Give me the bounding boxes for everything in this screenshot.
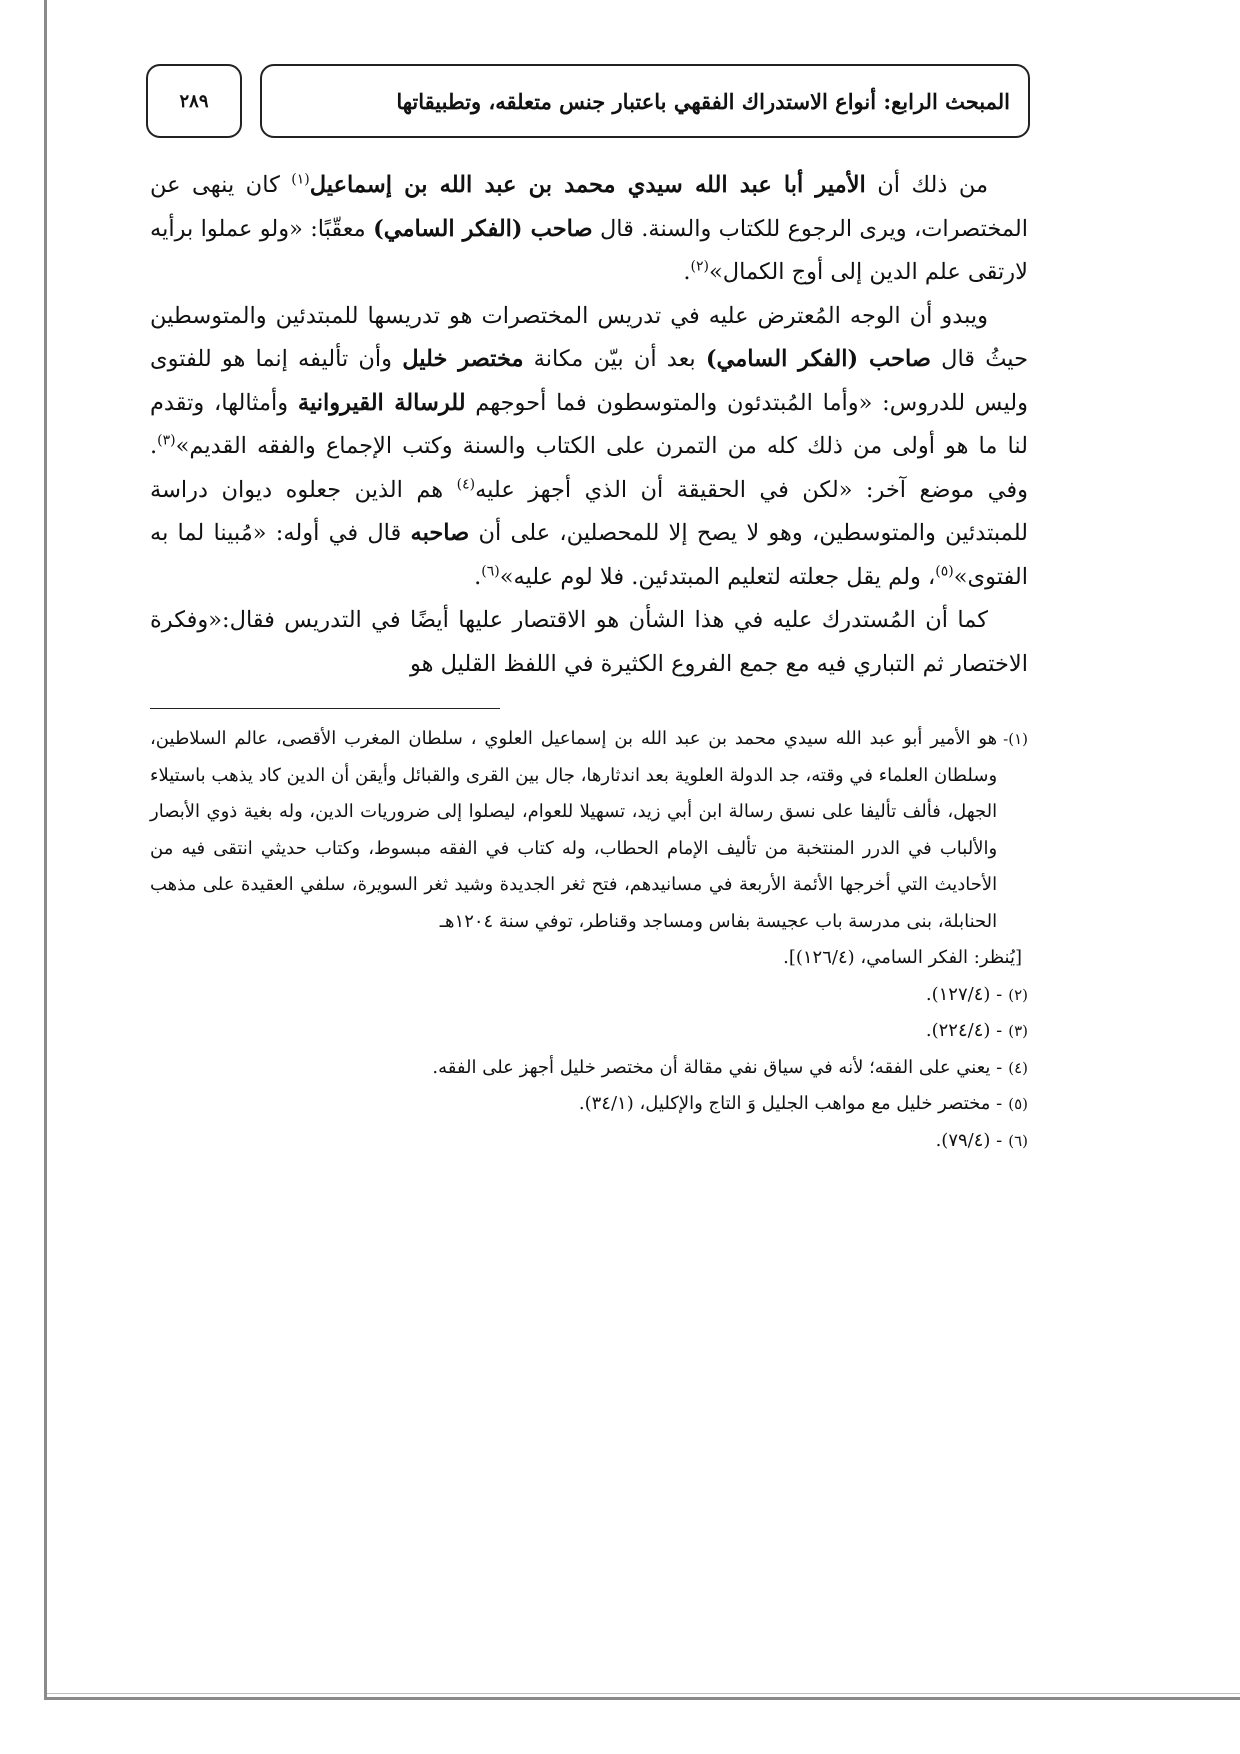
bold-run: الأمير أبا عبد الله سيدي محمد بن عبد الله بن إسماعيل — [309, 172, 866, 198]
page-header — [146, 64, 1030, 140]
text-run: معقّبًا: «ولو عملوا برأيه لارتقى علم الدين إلى أوج الكمال» — [150, 215, 1028, 285]
footnote-number: (٦) — [1008, 1131, 1028, 1150]
footnote-number: (٢) — [1008, 985, 1028, 1004]
footnote-number: (٤) — [1008, 1058, 1028, 1077]
body-text — [150, 164, 1028, 686]
footnote-text: - (٧٩/٤). — [935, 1129, 1003, 1151]
text-run: ، ولم يقل جعلته لتعليم المبتدئين. فلا لوم عليه» — [499, 563, 936, 590]
footnote-ref[interactable]: (٣) — [157, 432, 176, 449]
page-number: ٢٨٩ — [179, 90, 209, 112]
footnote-ref[interactable]: (٢) — [690, 258, 709, 275]
footnote-ref[interactable]: (٦) — [481, 563, 500, 579]
text-run: بعد أن بيّن مكانة — [523, 346, 706, 372]
text-run: . — [683, 259, 691, 285]
bold-run: صاحب (الفكر السامي) — [705, 346, 931, 372]
text-run: قال في أوله: «مُبينا لما به الفتوى» — [150, 520, 1028, 590]
footnotes — [150, 721, 1028, 1159]
footnote-ref[interactable]: (٥) — [935, 563, 954, 579]
footnote-item — [150, 721, 1028, 940]
footnote-text: - يعني على الفقه؛ لأنه في سياق نفي مقالة أن مختصر خليل أجهز على الفقه. — [432, 1056, 1003, 1078]
footnote-text: [يُنظر: الفكر السامي، (١٢٦/٤)]. — [783, 947, 1022, 968]
text-run: هم الذين جعلوه ديوان دراسة للمبتدئين والمتوسطين، وهو لا يصح إلا للمحصلين، على أن — [150, 476, 1028, 546]
footnote-number: (٥) — [1008, 1095, 1028, 1113]
footnote-number: (١)- — [1003, 730, 1028, 748]
footnote-text: - (٢٢٤/٤). — [925, 1020, 1003, 1041]
text-run: من ذلك أن — [865, 172, 989, 198]
paragraph-3: كما أن المُستدرك عليه في هذا الشأن هو الاقتصار عليها أيضًا في التدريس فقال:«وفكرة الاختصار ثم التباري فيه مع جمع الفروع الكثيرة في اللفظ القليل هو — [150, 607, 1028, 677]
text-run: . وفي موضع آخر: «لكن في الحقيقة أن الذي أجهز عليه — [150, 433, 1029, 503]
footnote-text: - مختصر خليل مع مواهب الجليل وَ التاج والإكليل، (٣٤/١). — [578, 1093, 1003, 1114]
bold-run: صاحبه — [410, 520, 470, 546]
page-content — [150, 164, 1028, 1159]
text-run: كان ينهى عن المختصرات، ويرى الرجوع للكتاب والسنة. قال — [150, 172, 1028, 242]
footnote-item — [150, 977, 1028, 1014]
footnote-number: (٣) — [1008, 1022, 1028, 1040]
footnote-item — [150, 940, 1028, 977]
bold-run: صاحب (الفكر السامي) — [373, 215, 593, 242]
footnote-item — [150, 1050, 1028, 1087]
text-run: ويبدو أن الوجه المُعترض عليه في تدريس المختصرات هو تدريسها للمبتدئين والمتوسطين حيثُ قال — [150, 302, 1028, 372]
paragraph-1 — [150, 164, 1028, 295]
section-title: المبحث الرابع: أنواع الاستدراك الفقهي باعتبار جنس متعلقه، وتطبيقاتها — [396, 88, 1010, 114]
footnote-text: - (١٢٧/٤). — [925, 983, 1003, 1005]
footnote-ref[interactable]: (٤) — [456, 476, 476, 492]
footnote-divider — [150, 708, 500, 709]
page-number-box — [146, 64, 242, 138]
footnote-item — [150, 1013, 1028, 1050]
footnote-item — [150, 1123, 1028, 1160]
text-run: وأن تأليفه إنما هو للفتوى وليس للدروس: «وأما المُبتدئون والمتوسطون فما أحوجهم — [150, 346, 1028, 416]
paragraph-2 — [150, 295, 1028, 600]
text-run: . — [474, 563, 482, 590]
footnote-ref[interactable]: (١) — [291, 171, 310, 188]
bold-run: مختصر خليل — [402, 346, 524, 372]
section-title-box — [260, 64, 1030, 138]
bold-run: للرسالة القيروانية — [297, 389, 466, 416]
footnote-text: هو الأمير أبو عبد الله سيدي محمد بن عبد الله بن إسماعيل العلوي ، سلطان المغرب الأقصى، عالم السلاطين، وسلطان العلماء في وقته، جد الدولة العلوية بعد اندثارها، جال بين القرى والقبائل وأيقن أن الدين كاد يذهب باستيلاء الجهل، فألف تأليفا على نسق رسالة ابن أبي زيد، تسهيلا للعوام، ليصلوا إلى ضروريات الدين، وله بغية ذوي الأبصار والألباب في الدرر المنتخبة من تأليف الإمام الحطاب، وله كتاب في الفقه مبسوط، وكتاب حديثي انتقى فيه من الأحاديث التي أخرجها الأئمة الأربعة في مسانيدهم، فتح ثغر الجديدة وشيد ثغر السويرة، سلفي العقيدة على مذهب الحنابلة، بنى مدرسة باب عجيسة بفاس ومساجد وقناطر، توفي سنة ١٢٠٤هـ — [150, 728, 998, 932]
text-run: وأمثالها، وتقدم لنا ما هو أولى من ذلك كله من التمرن على الكتاب والسنة وكتب الإجماع والفقه القديم» — [150, 389, 1028, 459]
footnote-item — [150, 1086, 1028, 1123]
